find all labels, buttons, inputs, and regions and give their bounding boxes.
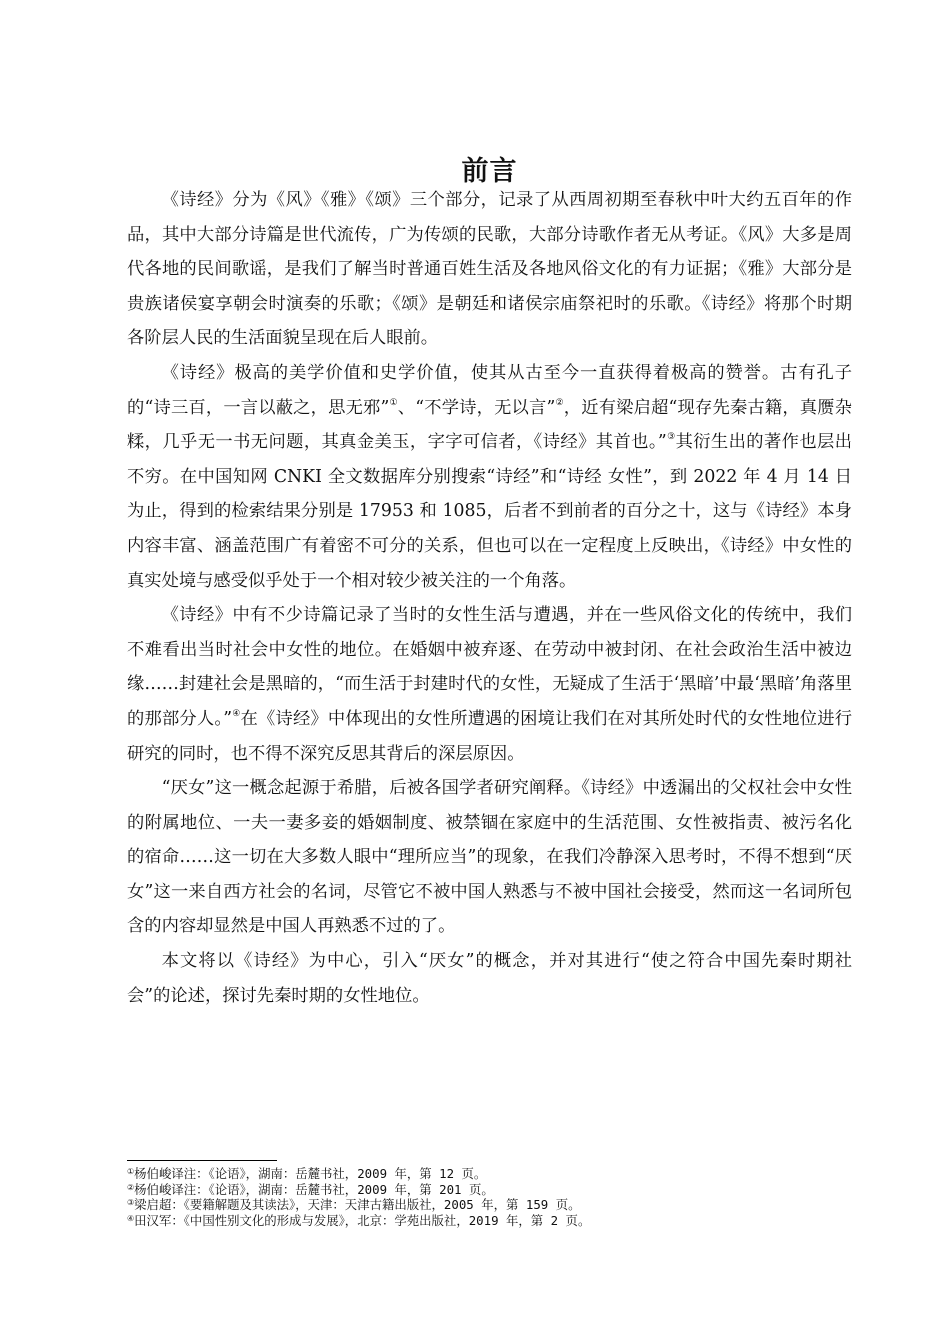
footnote [127,1166,852,1182]
paragraph-text: 《诗经》极高的美学价值和史学价值，使其从古至今一直获得着极高的赞誉。古有孔子的“诗三百，一言以蔽之，思无邪” [127,362,852,418]
footnote [127,1213,852,1229]
footnote [127,1197,852,1213]
page-title: 前言 [461,156,518,188]
body-paragraph [127,944,852,1013]
footnote-text: 杨伯峻译注：《论语》，湖南：岳麓书社，2009 年，第 12 页。 [134,1166,487,1181]
footnote-mark: ② [127,1182,135,1192]
paragraph-text: 、“不学诗，无以言” [397,397,556,418]
paragraph-text: 在《诗经》中体现出的女性所遭遇的困境让我们在对其所处时代的女性地位进行研究的同时，也不得不深究反思其背后的深层原因。 [127,708,852,764]
paragraph-text: ，近有梁启超“现存先秦古籍，真赝杂糅，几乎无一书无问题，其真金美玉，字字可信者，《诗经》其首也。” [127,397,852,453]
body-text [127,183,852,1013]
footnote-text: 田汉军：《中国性别文化的形成与发展》，北京：学苑出版社，2019 年，第 2 页。 [134,1212,591,1228]
footnote [127,1182,852,1198]
footnote-mark: ① [127,1167,135,1176]
paragraph-text: 《诗经》中有不少诗篇记录了当时的女性生活与遭遇，并在一些风俗文化的传统中，我们不难看出当时社会中女性的地位。在婚姻中被弃逐、在劳动中被封闭、在社会政治生活中被边缘……封建社会是黑暗的，“而生活于封建时代的女性，无疑成了生活于‘黑暗’中最‘黑暗’角落里的那部分人。” [127,605,852,729]
body-paragraph [127,356,852,598]
footnote-reference[interactable]: ① [389,397,398,408]
footnotes [127,1166,852,1228]
footnote-divider [127,1160,277,1161]
paragraph-text: 本文将以《诗经》为中心，引入“厌女”的概念，并对其进行“使之符合中国先秦时期社会”的论述，探讨先秦时期的女性地位。 [127,951,852,1006]
footnote-reference[interactable]: ② [555,397,564,408]
body-paragraph [127,183,852,356]
footnote-reference[interactable]: ④ [232,708,241,719]
footnote-mark: ④ [127,1213,135,1223]
body-paragraph [127,771,852,944]
paragraph-text: “厌女”这一概念起源于希腊，后被各国学者研究阐释。《诗经》中透漏出的父权社会中女性的附属地位、一夫一妻多妾的婚姻制度、被禁锢在家庭中的生活范围、女性被指责、被污名化的宿命……这一切在大多数人眼中“理所应当”的现象，在我们冷静深入思考时，不得不想到“厌女”这一来自西方社会的名词，尽管它不被中国人熟悉与不被中国社会接受，然而这一名词所包含的内容却显然是中国人再熟悉不过的了。 [127,778,852,937]
footnote-reference[interactable]: ③ [666,432,676,443]
paragraph-text: 其衍生出的著作也层出不穷。在中国知网 CNKI 全文数据库分别搜索“诗经”和“诗经 女性”，到 2022 年 4 月 14 日为止，得到的检索结果分别是 17953 和 1085，后者不到前者的百分之十，这与《诗经》本身内容丰富、涵盖范围广有着密不可分的关系，但也可以在一定程度上反映出，《诗经》中女性的真实处境与感受似乎处于一个相对较少被关注的一个角落。 [127,432,852,591]
body-paragraph [127,598,852,771]
footnote-mark: ③ [127,1198,135,1207]
footnote-text: 梁启超：《要籍解题及其读法》，天津：天津古籍出版社，2005 年，第 159 页。 [134,1197,581,1212]
paragraph-text: 《诗经》分为《风》《雅》《颂》三个部分，记录了从西周初期至春秋中叶大约五百年的作品，其中大部分诗篇是世代流传，广为传颂的民歌，大部分诗歌作者无从考证。《风》大多是周代各地的民间歌谣，是我们了解当时普通百姓生活及各地风俗文化的有力证据；《雅》大部分是贵族诸侯宴享朝会时演奏的乐歌；《颂》是朝廷和诸侯宗庙祭祀时的乐歌。《诗经》将那个时期各阶层人民的生活面貌呈现在后人眼前。 [127,190,852,349]
footnote-text: 杨伯峻译注：《论语》，湖南：岳麓书社，2009 年，第 201 页。 [134,1181,494,1197]
